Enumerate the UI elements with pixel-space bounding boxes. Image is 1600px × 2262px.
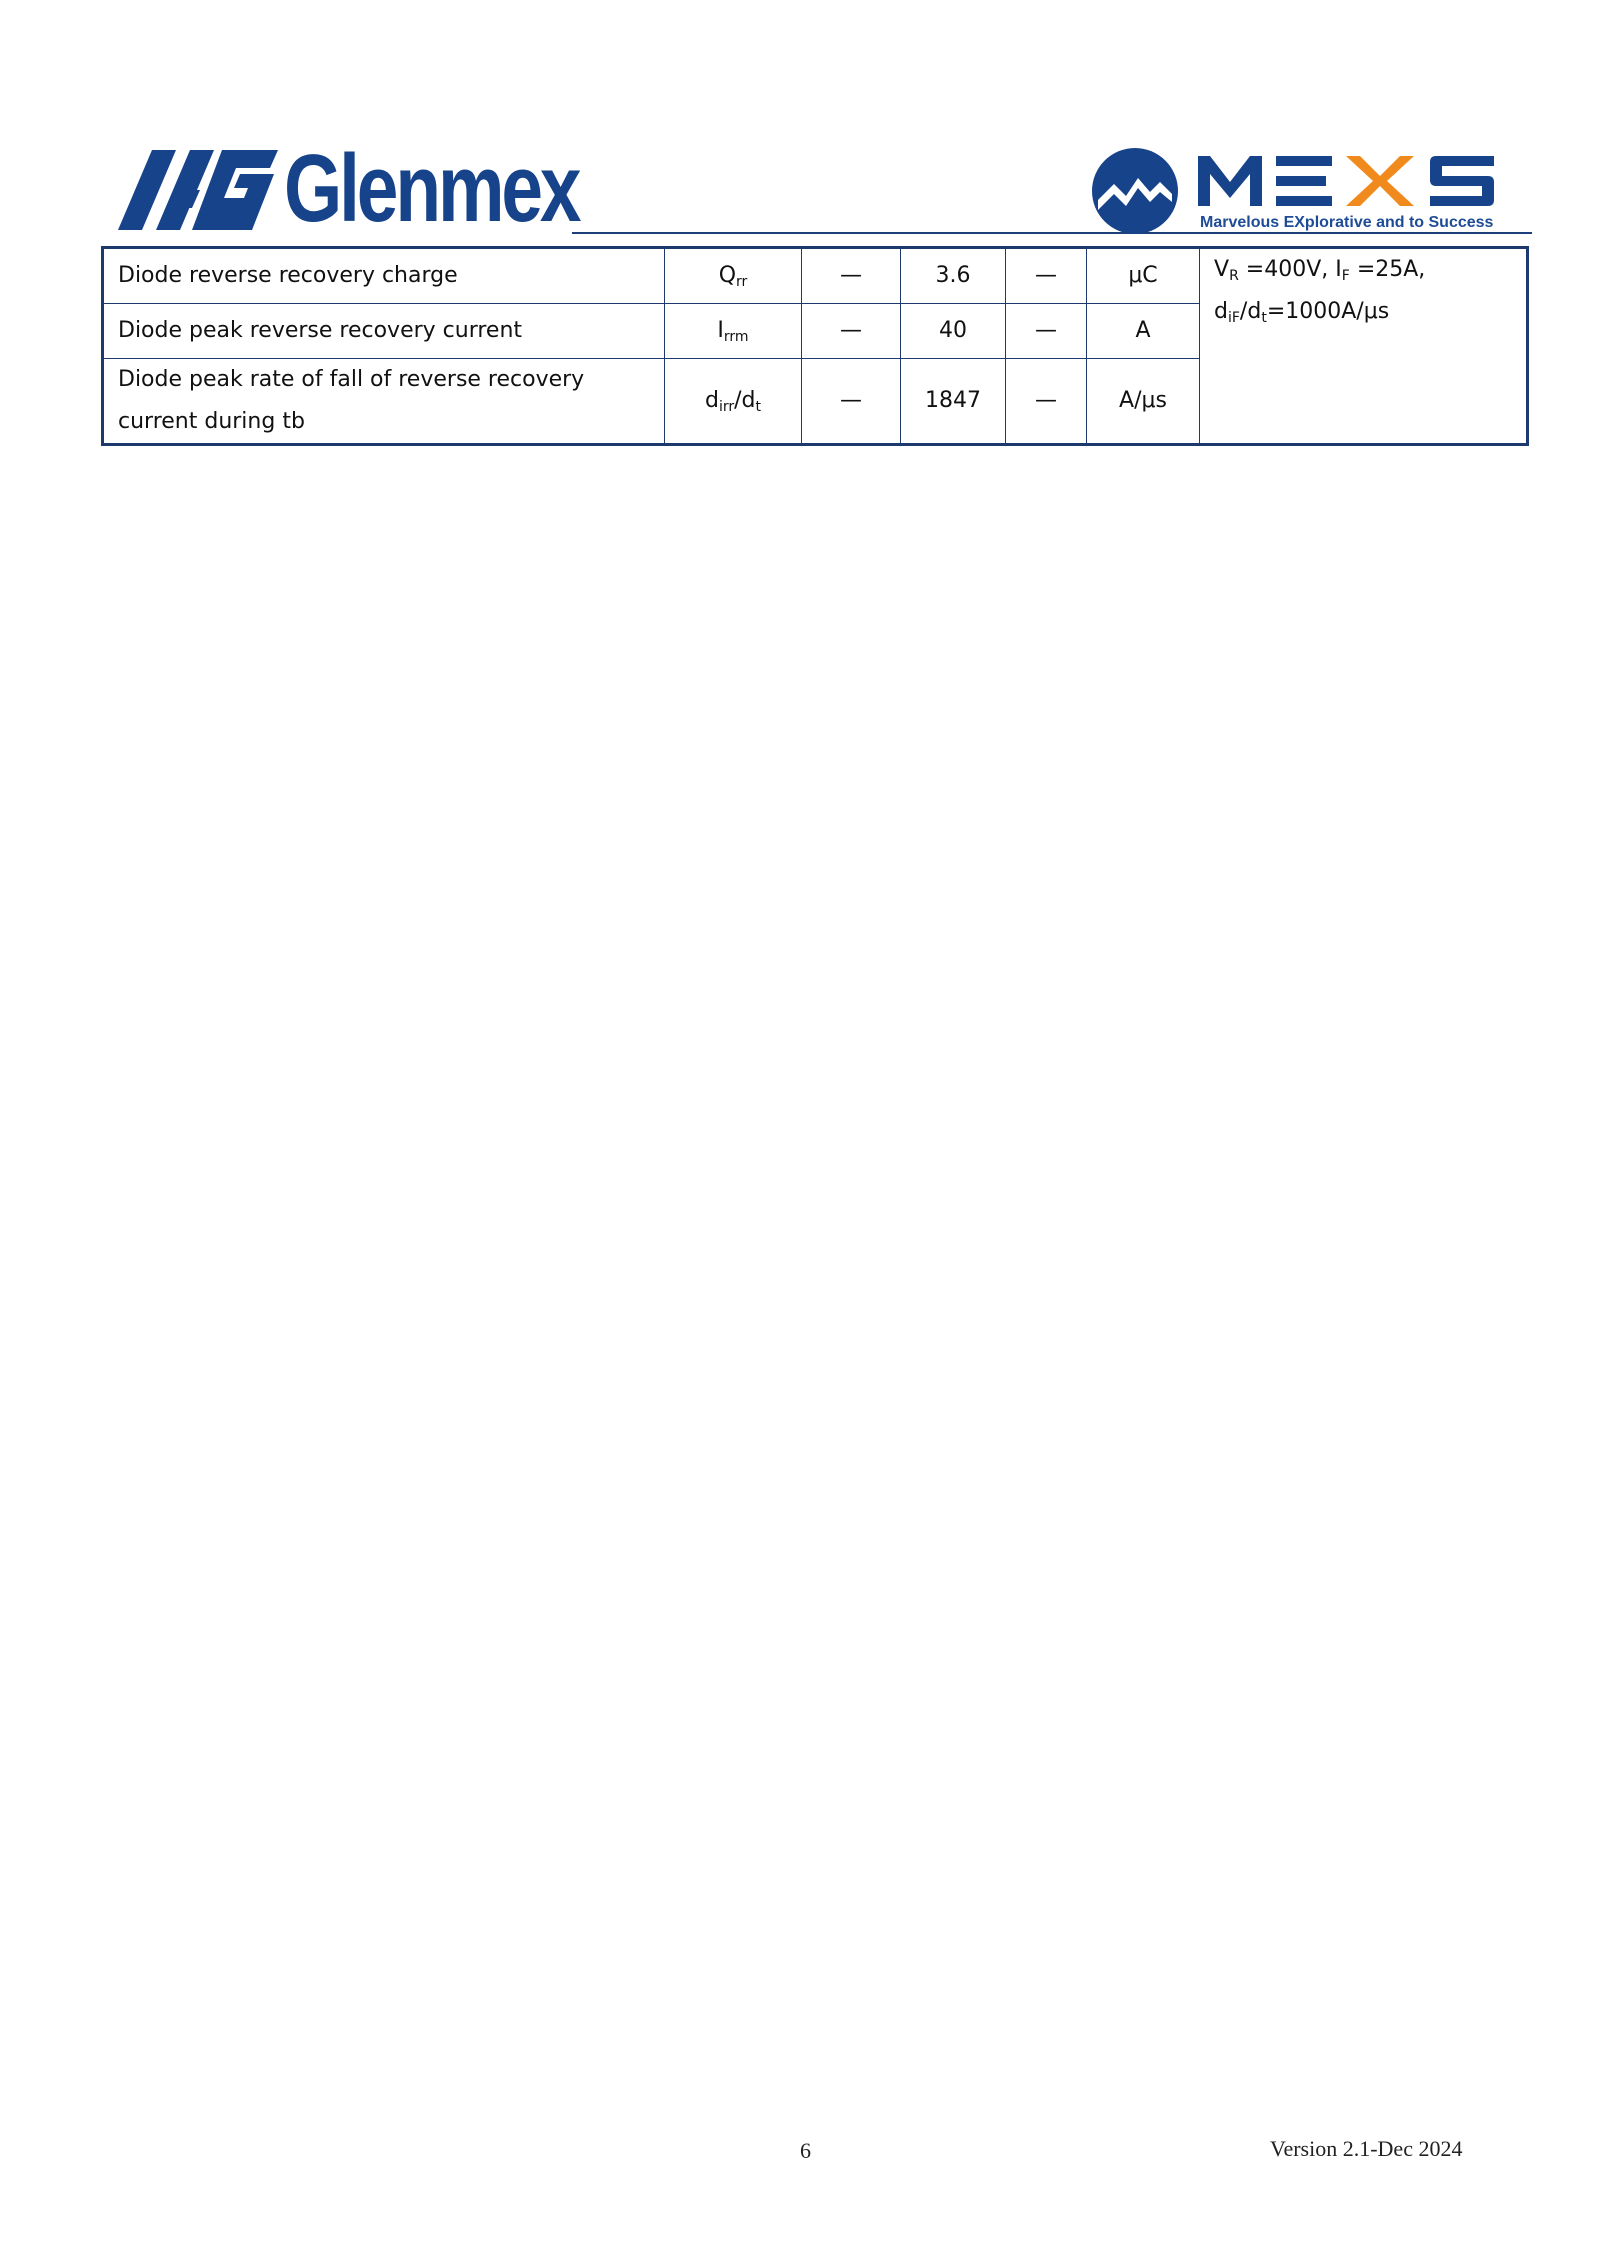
- unit-cell: A/μs: [1087, 359, 1200, 445]
- conditions-cell: [1200, 248, 1528, 445]
- condition-line-1: $V_R =400V$, $I_F =25A$,: [1214, 257, 1426, 284]
- typ-cell: 40: [901, 304, 1006, 359]
- param-cell: Diode reverse recovery charge: [103, 248, 665, 304]
- table-row: [103, 248, 1528, 304]
- diode-spec-table: [101, 246, 1529, 446]
- param-cell: Diode peak rate of fall of reverse recovery current during tb: [103, 359, 665, 445]
- min-cell: —: [802, 304, 901, 359]
- typ-cell: 1847: [901, 359, 1006, 445]
- mexs-logo: [1092, 146, 1532, 236]
- mexs-wordmark: [1198, 156, 1518, 206]
- max-cell: —: [1006, 304, 1087, 359]
- page-number: 6: [800, 2138, 811, 2163]
- symbol-cell: $d_{irr}/d_t$: [665, 359, 802, 445]
- mexs-tagline: Marvelous EXplorative and to Success: [1200, 214, 1494, 231]
- condition-line-2: $d_{iF}/d_t=1000A/\mu s$: [1214, 299, 1390, 326]
- unit-cell: μC: [1087, 248, 1200, 304]
- param-cell: Diode peak reverse recovery current: [103, 304, 665, 359]
- typ-cell: 3.6: [901, 248, 1006, 304]
- min-cell: —: [802, 248, 901, 304]
- glenmex-wordmark: Glenmex: [284, 135, 579, 242]
- symbol-cell: $I_{rrm}$: [665, 304, 802, 359]
- glenmex-mark-icon: [118, 148, 278, 230]
- unit-cell: A: [1087, 304, 1200, 359]
- max-cell: —: [1006, 248, 1087, 304]
- symbol-cell: $Q_{rr}$: [665, 248, 802, 304]
- min-cell: —: [802, 359, 901, 445]
- max-cell: —: [1006, 359, 1087, 445]
- version-label: Version 2.1-Dec 2024: [1270, 2136, 1463, 2161]
- mexs-globe-icon: [1092, 148, 1178, 234]
- glenmex-logo: [118, 135, 662, 242]
